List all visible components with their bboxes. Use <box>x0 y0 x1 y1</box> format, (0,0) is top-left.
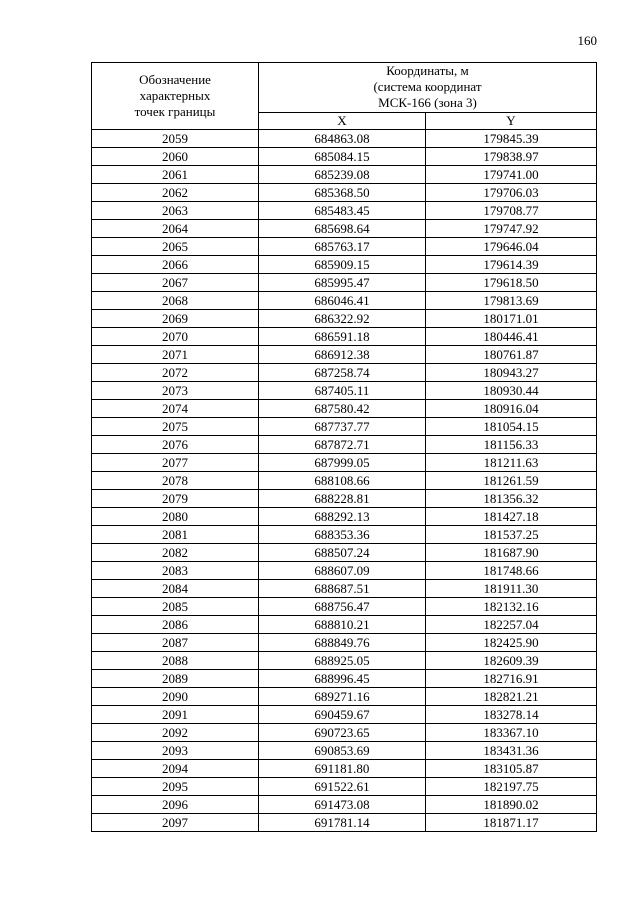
cell-point-id: 2072 <box>92 364 259 382</box>
cell-y: 179747.92 <box>426 220 597 238</box>
table-row <box>92 274 597 292</box>
cell-point-id: 2065 <box>92 238 259 256</box>
table-row <box>92 580 597 598</box>
cell-y: 182609.39 <box>426 652 597 670</box>
cell-y: 181261.59 <box>426 472 597 490</box>
cell-x: 688353.36 <box>259 526 426 544</box>
table-row <box>92 706 597 724</box>
cell-x: 688292.13 <box>259 508 426 526</box>
header-y: Y <box>426 112 597 129</box>
cell-x: 685084.15 <box>259 148 426 166</box>
table-row <box>92 526 597 544</box>
table-row <box>92 562 597 580</box>
table-row <box>92 166 597 184</box>
cell-x: 687999.05 <box>259 454 426 472</box>
table-row <box>92 814 597 832</box>
cell-y: 183431.36 <box>426 742 597 760</box>
cell-x: 687737.77 <box>259 418 426 436</box>
cell-point-id: 2062 <box>92 184 259 202</box>
cell-point-id: 2070 <box>92 328 259 346</box>
table-row <box>92 238 597 256</box>
cell-x: 688108.66 <box>259 472 426 490</box>
cell-x: 691473.08 <box>259 796 426 814</box>
cell-y: 179813.69 <box>426 292 597 310</box>
cell-x: 690723.65 <box>259 724 426 742</box>
cell-x: 691181.80 <box>259 760 426 778</box>
cell-point-id: 2078 <box>92 472 259 490</box>
cell-x: 690459.67 <box>259 706 426 724</box>
cell-point-id: 2076 <box>92 436 259 454</box>
cell-point-id: 2073 <box>92 382 259 400</box>
cell-y: 180930.44 <box>426 382 597 400</box>
cell-x: 688925.05 <box>259 652 426 670</box>
cell-x: 686322.92 <box>259 310 426 328</box>
table-row <box>92 436 597 454</box>
table-row <box>92 724 597 742</box>
table-row <box>92 490 597 508</box>
cell-x: 686912.38 <box>259 346 426 364</box>
cell-point-id: 2083 <box>92 562 259 580</box>
cell-y: 180446.41 <box>426 328 597 346</box>
cell-x: 688687.51 <box>259 580 426 598</box>
table-row <box>92 292 597 310</box>
cell-y: 179646.04 <box>426 238 597 256</box>
cell-y: 181211.63 <box>426 454 597 472</box>
cell-x: 685909.15 <box>259 256 426 274</box>
cell-x: 687580.42 <box>259 400 426 418</box>
table-row <box>92 400 597 418</box>
table-row <box>92 778 597 796</box>
cell-x: 685368.50 <box>259 184 426 202</box>
cell-y: 179706.03 <box>426 184 597 202</box>
header-point-label-line: характерных <box>139 88 211 103</box>
cell-point-id: 2067 <box>92 274 259 292</box>
cell-x: 688228.81 <box>259 490 426 508</box>
table-row <box>92 544 597 562</box>
cell-x: 685239.08 <box>259 166 426 184</box>
cell-point-id: 2084 <box>92 580 259 598</box>
table-row <box>92 796 597 814</box>
table-row <box>92 634 597 652</box>
cell-y: 179618.50 <box>426 274 597 292</box>
table-row <box>92 130 597 148</box>
header-coordinates-line: (система координат <box>373 79 482 95</box>
cell-y: 179614.39 <box>426 256 597 274</box>
cell-y: 181890.02 <box>426 796 597 814</box>
cell-point-id: 2091 <box>92 706 259 724</box>
cell-point-id: 2061 <box>92 166 259 184</box>
cell-x: 691781.14 <box>259 814 426 832</box>
cell-point-id: 2075 <box>92 418 259 436</box>
cell-x: 688849.76 <box>259 634 426 652</box>
table-row <box>92 310 597 328</box>
cell-point-id: 2088 <box>92 652 259 670</box>
table-row <box>92 688 597 706</box>
table-body <box>92 130 597 832</box>
cell-point-id: 2092 <box>92 724 259 742</box>
table-row <box>92 328 597 346</box>
cell-point-id: 2071 <box>92 346 259 364</box>
cell-point-id: 2060 <box>92 148 259 166</box>
table-row <box>92 256 597 274</box>
table-row <box>92 652 597 670</box>
cell-x: 687405.11 <box>259 382 426 400</box>
cell-x: 685763.17 <box>259 238 426 256</box>
page-number: 160 <box>577 33 597 48</box>
cell-y: 182425.90 <box>426 634 597 652</box>
cell-y: 179845.39 <box>426 130 597 148</box>
cell-x: 686046.41 <box>259 292 426 310</box>
cell-x: 688507.24 <box>259 544 426 562</box>
cell-y: 183278.14 <box>426 706 597 724</box>
cell-y: 182257.04 <box>426 616 597 634</box>
table-row <box>92 184 597 202</box>
cell-x: 685995.47 <box>259 274 426 292</box>
cell-x: 684863.08 <box>259 130 426 148</box>
cell-point-id: 2063 <box>92 202 259 220</box>
table-row <box>92 220 597 238</box>
table-header <box>92 63 597 130</box>
table-row <box>92 418 597 436</box>
cell-x: 689271.16 <box>259 688 426 706</box>
cell-point-id: 2090 <box>92 688 259 706</box>
table-row <box>92 742 597 760</box>
cell-point-id: 2087 <box>92 634 259 652</box>
cell-point-id: 2079 <box>92 490 259 508</box>
table-row <box>92 364 597 382</box>
table-row <box>92 382 597 400</box>
cell-y: 182716.91 <box>426 670 597 688</box>
table-row <box>92 472 597 490</box>
cell-x: 688607.09 <box>259 562 426 580</box>
cell-y: 179708.77 <box>426 202 597 220</box>
cell-y: 183367.10 <box>426 724 597 742</box>
coordinates-table <box>91 62 597 832</box>
cell-y: 181748.66 <box>426 562 597 580</box>
cell-x: 688756.47 <box>259 598 426 616</box>
header-coordinates-line: Координаты, м <box>386 63 469 79</box>
cell-x: 685698.64 <box>259 220 426 238</box>
table-row <box>92 346 597 364</box>
cell-point-id: 2069 <box>92 310 259 328</box>
cell-x: 690853.69 <box>259 742 426 760</box>
cell-y: 182132.16 <box>426 598 597 616</box>
cell-y: 182197.75 <box>426 778 597 796</box>
cell-x: 687872.71 <box>259 436 426 454</box>
table-row <box>92 616 597 634</box>
cell-y: 180916.04 <box>426 400 597 418</box>
cell-x: 688810.21 <box>259 616 426 634</box>
cell-point-id: 2066 <box>92 256 259 274</box>
header-x: X <box>259 112 426 129</box>
cell-point-id: 2096 <box>92 796 259 814</box>
cell-point-id: 2059 <box>92 130 259 148</box>
cell-point-id: 2097 <box>92 814 259 832</box>
cell-y: 179741.00 <box>426 166 597 184</box>
table-row <box>92 454 597 472</box>
header-coordinates <box>259 63 597 113</box>
header-point-label-line: точек границы <box>134 104 216 119</box>
cell-point-id: 2093 <box>92 742 259 760</box>
cell-point-id: 2080 <box>92 508 259 526</box>
cell-point-id: 2094 <box>92 760 259 778</box>
cell-x: 687258.74 <box>259 364 426 382</box>
cell-y: 181911.30 <box>426 580 597 598</box>
cell-x: 688996.45 <box>259 670 426 688</box>
cell-x: 686591.18 <box>259 328 426 346</box>
cell-y: 182821.21 <box>426 688 597 706</box>
cell-y: 181687.90 <box>426 544 597 562</box>
cell-point-id: 2068 <box>92 292 259 310</box>
cell-y: 179838.97 <box>426 148 597 166</box>
cell-y: 180761.87 <box>426 346 597 364</box>
cell-point-id: 2081 <box>92 526 259 544</box>
table-row <box>92 202 597 220</box>
cell-y: 181537.25 <box>426 526 597 544</box>
table-row <box>92 760 597 778</box>
cell-point-id: 2095 <box>92 778 259 796</box>
cell-y: 181054.15 <box>426 418 597 436</box>
cell-y: 181871.17 <box>426 814 597 832</box>
cell-y: 180943.27 <box>426 364 597 382</box>
cell-point-id: 2086 <box>92 616 259 634</box>
cell-y: 181427.18 <box>426 508 597 526</box>
cell-y: 181356.32 <box>426 490 597 508</box>
cell-x: 685483.45 <box>259 202 426 220</box>
cell-y: 181156.33 <box>426 436 597 454</box>
cell-point-id: 2089 <box>92 670 259 688</box>
table-row <box>92 670 597 688</box>
cell-point-id: 2085 <box>92 598 259 616</box>
cell-y: 183105.87 <box>426 760 597 778</box>
cell-point-id: 2074 <box>92 400 259 418</box>
cell-x: 691522.61 <box>259 778 426 796</box>
header-coordinates-line: МСК-166 (зона 3) <box>378 95 477 111</box>
table-row <box>92 148 597 166</box>
cell-y: 180171.01 <box>426 310 597 328</box>
cell-point-id: 2064 <box>92 220 259 238</box>
table-row <box>92 508 597 526</box>
header-point-label-line: Обозначение <box>139 72 211 87</box>
table-row <box>92 598 597 616</box>
cell-point-id: 2077 <box>92 454 259 472</box>
header-point-label <box>92 63 259 130</box>
cell-point-id: 2082 <box>92 544 259 562</box>
